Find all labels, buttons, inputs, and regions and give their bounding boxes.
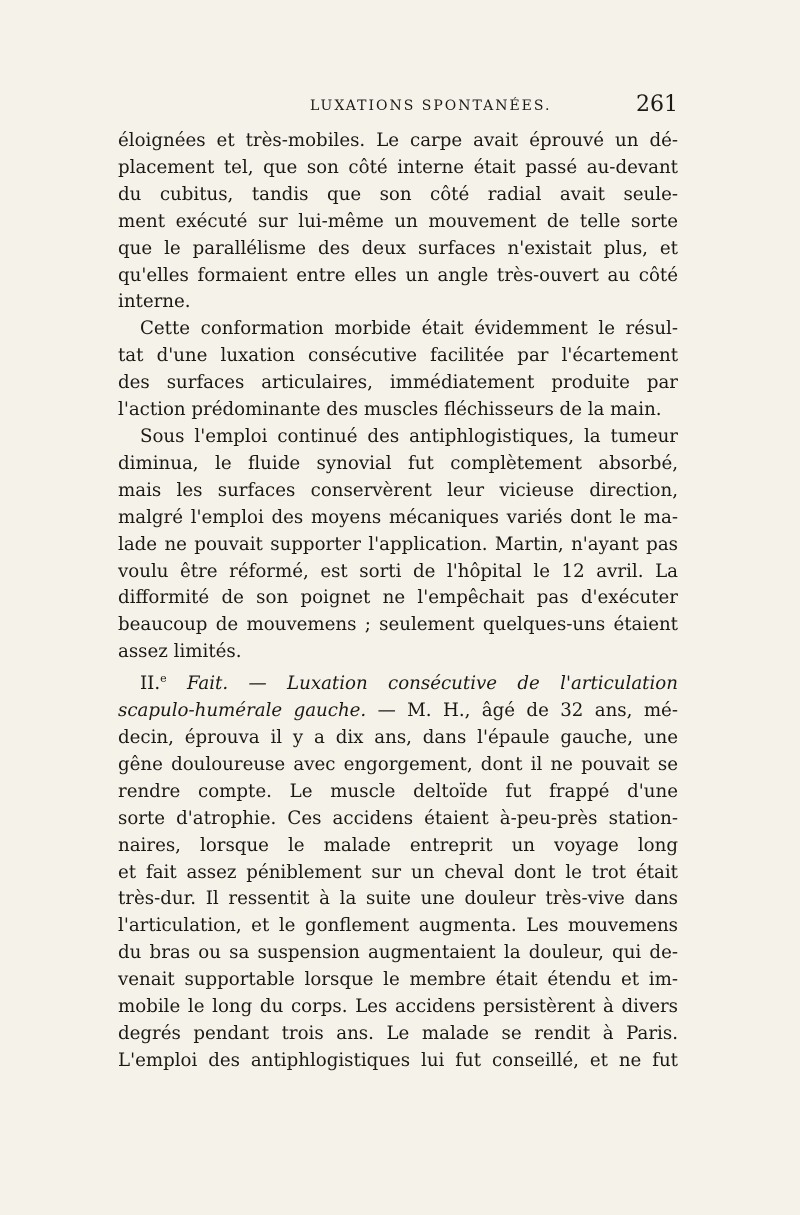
text-line: placement tel, que son côté interne était passé au-devant: [118, 156, 678, 178]
text-fragment: — M. H., âgé de 32 ans, mé-: [377, 700, 678, 722]
observation-number: II.: [140, 673, 161, 695]
text-line: mais les surfaces conservèrent leur vicieuse direction,: [118, 479, 678, 501]
text-line: du cubitus, tandis que son côté radial avait seule-: [118, 183, 678, 205]
page-header: [130, 92, 678, 126]
text-line: mobile le long du corps. Les accidens persistèrent à divers: [118, 996, 678, 1018]
text-line: venait supportable lorsque le membre était étendu et im-: [118, 969, 678, 991]
text-line: tat d'une luxation consécutive facilitée par l'écartement: [118, 345, 678, 367]
text-line: [118, 698, 678, 725]
text-line: qu'elles formaient entre elles un angle très-ouvert au côté: [118, 264, 678, 286]
text-line: éloignées et très-mobiles. Le carpe avait éprouvé un dé-: [118, 130, 678, 151]
text-line: difformité de son poignet ne l'empêchait pas d'exécuter: [118, 587, 678, 609]
text-line: des surfaces articulaires, immédiatement produite par: [118, 372, 678, 394]
text-line: Sous l'emploi continué des antiphlogistiques, la tumeur: [140, 425, 678, 447]
text-line: ment exécuté sur lui-même un mouvement de telle sorte: [118, 210, 678, 232]
page-number: 261: [636, 92, 678, 117]
text-line: du bras ou sa suspension augmentaient la douleur, qui de-: [118, 942, 678, 964]
text-line: très-dur. Il ressentit à la suite une douleur très-vive dans: [118, 888, 678, 910]
observation-fait: Fait.: [187, 673, 229, 695]
observation-marker: e: [160, 672, 167, 686]
text-line: lade ne pouvait supporter l'application. Martin, n'ayant pas: [118, 533, 678, 555]
text-line: sorte d'atrophie. Ces accidens étaient à-peu-près station-: [118, 807, 678, 829]
text-line: l'articulation, et le gonflement augmenta. Les mouvemens: [118, 915, 678, 937]
running-head: LUXATIONS SPONTANÉES.: [310, 98, 552, 114]
observation-heading: [118, 666, 678, 698]
text-line: decin, éprouva il y a dix ans, dans l'épaule gauche, une: [118, 727, 678, 748]
text-line: que le parallélisme des deux surfaces n'existait plus, et: [118, 237, 678, 259]
text-line: rendre compte. Le muscle deltoïde fut frappé d'une: [118, 780, 678, 802]
text-line: gêne douloureuse avec engorgement, dont il ne pouvait se: [118, 753, 678, 775]
text-line: beaucoup de mouvemens ; seulement quelques-uns étaient: [118, 614, 678, 636]
text-line: voulu être réformé, est sorti de l'hôpital le 12 avril. La: [118, 560, 678, 582]
observation-title: — Luxation consécutive de l'articulation: [248, 673, 678, 695]
text-line: et fait assez péniblement sur un cheval dont le trot était: [118, 861, 678, 883]
text-line: L'emploi des antiphlogistiques lui fut conseillé, et ne fut: [118, 1049, 678, 1071]
text-line: diminua, le fluide synovial fut complètement absorbé,: [118, 452, 678, 474]
text-line: assez limités.: [118, 641, 242, 663]
text-line: l'action prédominante des muscles fléchisseurs de la main.: [118, 399, 662, 421]
text-line: degrés pendant trois ans. Le malade se rendit à Paris.: [118, 1022, 678, 1044]
body-text: [118, 128, 678, 1075]
text-line: interne.: [118, 291, 191, 313]
text-line: Cette conformation morbide était évidemment le résul-: [140, 318, 678, 340]
observation-title-cont: scapulo-humérale gauche.: [118, 700, 367, 722]
text-line: malgré l'emploi des moyens mécaniques variés dont le ma-: [118, 506, 678, 528]
text-line: naires, lorsque le malade entreprit un voyage long: [118, 834, 678, 856]
